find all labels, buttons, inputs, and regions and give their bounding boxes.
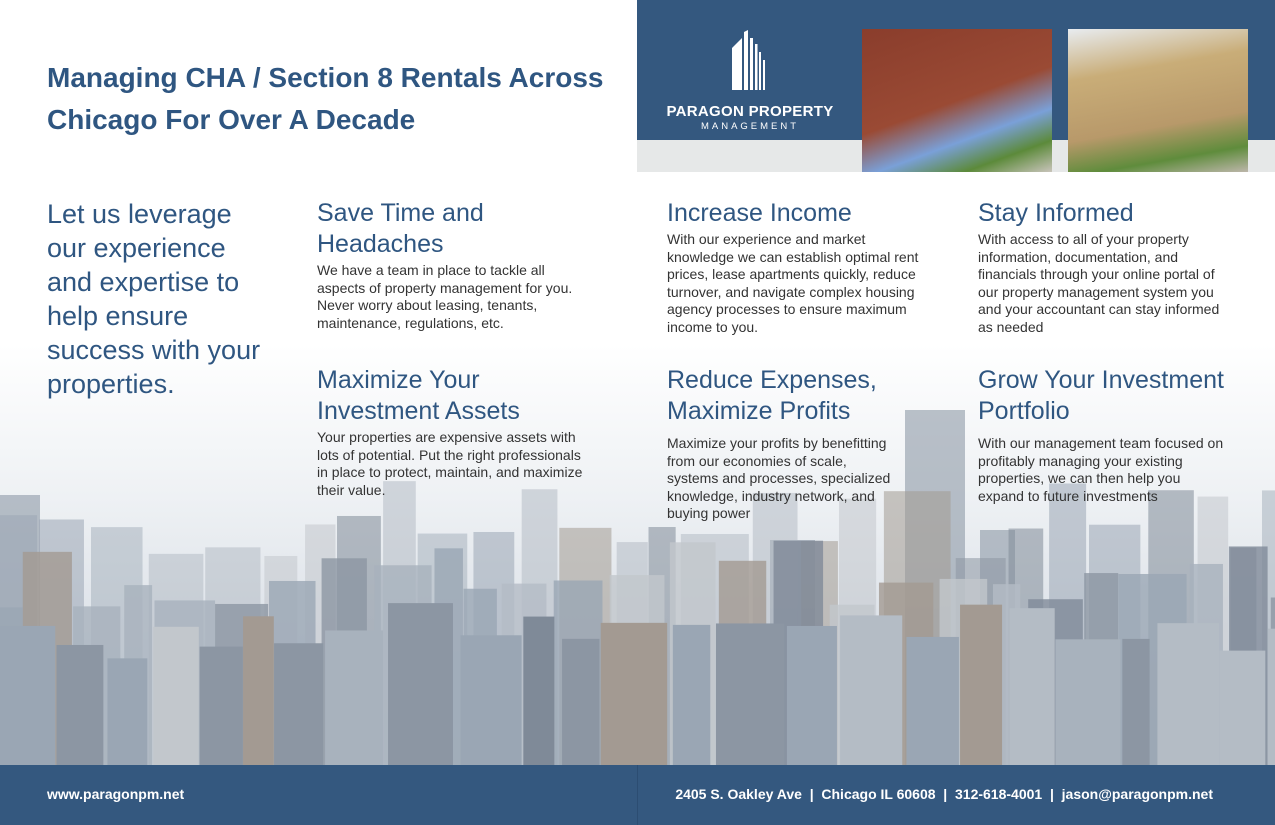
skyline-building xyxy=(1055,639,1120,765)
skyline-building xyxy=(274,643,323,765)
section-body: Your properties are expensive assets with lots of potential. Put the right professionals in place to protect, maintain, and maximize their value. xyxy=(317,429,583,498)
footer-divider xyxy=(637,765,638,825)
section-maximize-assets xyxy=(317,365,592,499)
brick-apartment-photo xyxy=(862,29,1052,172)
paragon-logo xyxy=(665,30,835,132)
section-save-time xyxy=(317,198,592,332)
skyline-building xyxy=(325,630,383,765)
stone-apartment-photo xyxy=(1068,29,1248,172)
skyline-building xyxy=(107,658,147,765)
section-heading: Maximize Your Investment Assets xyxy=(317,366,520,425)
section-heading: Save Time and Headaches xyxy=(317,199,484,258)
skyline-building xyxy=(388,603,453,765)
skyline-building xyxy=(1268,629,1275,765)
page-title xyxy=(47,57,627,141)
skyline-building xyxy=(1009,608,1054,765)
section-heading: Stay Informed xyxy=(978,199,1134,227)
website-link[interactable]: www.paragonpm.net xyxy=(47,786,185,802)
section-body: We have a team in place to tackle all aspects of property management for you. Never worry about leasing, tenants, maintenance, regulations, etc. xyxy=(317,262,573,331)
section-body: With our experience and market knowledge we can establish optimal rent prices, lease apartments quickly, reduce turnover, and navigate complex housing agency processes to ensure maximum income to you. xyxy=(667,231,919,335)
skyline-building xyxy=(601,623,667,765)
lead-statement: Let us leverage our experience and expertise to help ensure success with your properties. xyxy=(47,199,261,399)
skyline-building xyxy=(57,645,104,765)
skyline-building xyxy=(787,626,837,765)
footer-bar xyxy=(0,765,1275,825)
title-line-2: Chicago For Over A Decade xyxy=(47,104,416,135)
skyline-building xyxy=(840,615,902,765)
skyline-building xyxy=(673,625,710,765)
skyline-building xyxy=(243,616,274,765)
section-body: With our management team focused on profitably managing your existing properties, we can then help you expand to future investments xyxy=(978,435,1224,504)
skyline-building xyxy=(960,605,1002,765)
skyline-building xyxy=(461,635,522,765)
section-heading: Grow Your Investment Portfolio xyxy=(978,366,1224,425)
brand-subtitle: MANAGEMENT xyxy=(700,121,800,132)
section-body: With access to all of your property information, documentation, and financials through your online portal of our property management system you and your accountant can stay informed as needed xyxy=(978,231,1220,335)
skyline-building xyxy=(153,627,199,765)
skyline-building xyxy=(716,623,784,765)
skyline-building xyxy=(1122,639,1149,765)
skyline-building xyxy=(906,637,958,765)
building-logo-icon xyxy=(730,30,770,92)
section-reduce-expenses xyxy=(667,365,897,523)
section-body: Maximize your profits by benefitting from our economies of scale, systems and processes, specialized knowledge, industry network, and buying power xyxy=(667,435,891,522)
brand-name: PARAGON PROPERTY xyxy=(666,103,834,120)
section-heading: Increase Income xyxy=(667,199,852,227)
section-heading: Reduce Expenses, Maximize Profits xyxy=(667,366,877,425)
section-stay-informed xyxy=(978,198,1233,337)
skyline-building xyxy=(562,639,599,765)
section-grow-portfolio xyxy=(978,365,1228,505)
skyline-building xyxy=(200,647,243,765)
skyline-building xyxy=(0,626,55,765)
section-increase-income xyxy=(667,198,932,337)
title-line-1: Managing CHA / Section 8 Rentals Across xyxy=(47,62,604,93)
contact-info: 2405 S. Oakley Ave | Chicago IL 60608 | 312-618-4001 | jason@paragonpm.net xyxy=(675,786,1213,802)
skyline-building xyxy=(1157,623,1219,765)
skyline-building xyxy=(523,617,554,765)
skyline-building xyxy=(1219,651,1265,765)
